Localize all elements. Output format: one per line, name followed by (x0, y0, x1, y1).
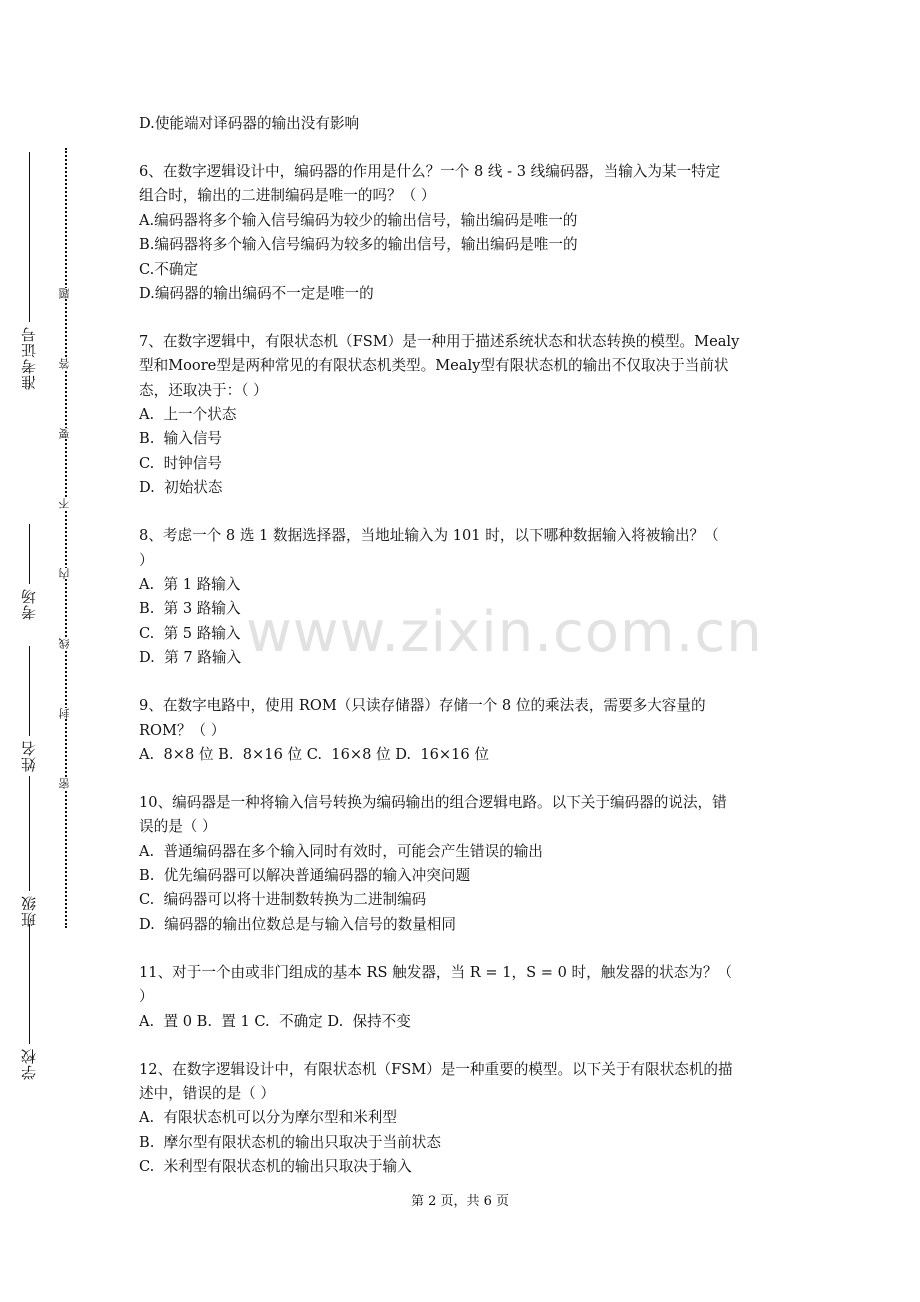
question-stem: 9、在数字电路中，使用 ROM（只读存储器）存储一个 8 位的乘法表，需要多大容量的 (139, 697, 706, 715)
question (139, 330, 784, 501)
sidebar-field (16, 490, 42, 620)
answer-option: A. 8×8 位 B. 8×16 位 C. 16×8 位 D. 16×16 位 (139, 745, 489, 763)
sidebar-field-label: 姓名 (20, 740, 38, 772)
question-stem: 型和Moore型是两种常见的有限状态机类型。Mealy型有限状态机的输出不仅取决于当前状 (139, 357, 729, 375)
answer-option: A. 置 0 B. 置 1 C. 不确定 D. 保持不变 (139, 1012, 411, 1030)
sidebar-field-label: 班级 (20, 895, 38, 927)
page-footer: 第 2 页，共 6 页 (410, 1194, 510, 1209)
answer-option: A. 上一个状态 (139, 406, 237, 424)
answer-option: D. 编码器的输出位数总是与输入信号的数量相同 (139, 915, 456, 933)
answer-option: B. 第 3 路输入 (139, 600, 241, 618)
question-stem: 态，还取决于：（ ） (139, 381, 268, 399)
question-stem: 8、考虑一个 8 选 1 数据选择器，当地址输入为 101 时，以下哪种数据输入将被输出？（ (139, 527, 719, 545)
answer-option: B. 输入信号 (139, 430, 223, 448)
seal-char: 要 (58, 428, 74, 439)
sidebar-field-underline (28, 646, 30, 736)
seal-char: 内 (58, 568, 74, 579)
question-stem: ） (139, 988, 154, 1006)
question (139, 694, 784, 767)
seal-char: 题 (58, 288, 74, 299)
answer-option: D. 第 7 路输入 (139, 649, 242, 667)
question (139, 791, 784, 937)
question-stem: 11、对于一个由或非门组成的基本 RS 触发器，当 R = 1，S = 0 时，触发器的状态为？（ (139, 963, 733, 981)
sidebar-field (16, 150, 42, 390)
seal-dotted-line (65, 148, 67, 928)
question-stem: 组合时，输出的二进制编码是唯一的吗？（ ） (139, 187, 436, 205)
question-stem: ROM？（ ） (139, 721, 226, 739)
question-stem: 误的是（ ） (139, 818, 217, 836)
sidebar-field-underline (28, 924, 30, 1044)
answer-option: B. 摩尔型有限状态机的输出只取决于当前状态 (139, 1133, 441, 1151)
question-stem: 10、编码器是一种将输入信号转换为编码输出的组合逻辑电路。以下关于编码器的说法，错 (139, 793, 727, 811)
question-stem: 6、在数字逻辑设计中，编码器的作用是什么？一个 8 线 - 3 线编码器，当输入为某一特定 (139, 162, 721, 180)
answer-option: A. 有限状态机可以分为摩尔型和米利型 (139, 1109, 397, 1127)
sidebar-field (16, 890, 42, 1080)
question-stem: 12、在数字逻辑设计中，有限状态机（FSM）是一种重要的模型。以下关于有限状态机的描 (139, 1060, 733, 1078)
answer-option: C. 编码器可以将十进制数转换为二进制编码 (139, 891, 427, 909)
answer-option: C. 时钟信号 (139, 454, 222, 472)
seal-char: 封 (58, 708, 74, 719)
answer-option: A.编码器将多个输入信号编码为较少的输出信号，输出编码是唯一的 (139, 211, 578, 229)
lead-option-text: D.使能端对译码器的输出没有影响 (139, 115, 360, 132)
question (139, 160, 784, 306)
sidebar-field-underline (28, 524, 30, 584)
question-stem: ） (139, 551, 154, 569)
answer-option: C.不确定 (139, 260, 199, 278)
sidebar-field-label: 考场 (20, 588, 38, 620)
sidebar-field-underline (28, 152, 30, 322)
lead-option (139, 112, 784, 136)
answer-option: D.编码器的输出编码不一定是唯一的 (139, 284, 374, 302)
seal-char: 密 (58, 778, 74, 789)
question (139, 961, 784, 1034)
answer-option: B. 优先编码器可以解决普通编码器的输入冲突问题 (139, 867, 471, 885)
sidebar-field-label: 准考证号 (20, 326, 38, 390)
answer-option: D. 初始状态 (139, 479, 223, 497)
answer-option: C. 第 5 路输入 (139, 624, 241, 642)
sidebar-field-underline (28, 776, 30, 891)
answer-option: A. 第 1 路输入 (139, 576, 241, 593)
question (139, 524, 784, 670)
watermark: www.zixin.com.cn (246, 600, 763, 665)
answer-option: B.编码器将多个输入信号编码为较多的输出信号，输出编码是唯一的 (139, 236, 578, 254)
binding-margin (0, 0, 90, 1302)
seal-char: 线 (58, 638, 74, 649)
answer-option: C. 米利型有限状态机的输出只取决于输入 (139, 1158, 412, 1176)
seal-char: 不 (58, 498, 74, 509)
answer-option: A. 普通编码器在多个输入同时有效时，可能会产生错误的输出 (139, 842, 543, 860)
question-stem: 述中，错误的是（ ） (139, 1084, 275, 1102)
question-stem: 7、在数字逻辑中，有限状态机（FSM）是一种用于描述系统状态和状态转换的模型。Mealy (139, 332, 740, 350)
seal-char: 答 (58, 358, 74, 369)
question-list (139, 112, 784, 1203)
sidebar-field-label: 学校 (20, 1048, 38, 1080)
question (139, 1058, 784, 1180)
